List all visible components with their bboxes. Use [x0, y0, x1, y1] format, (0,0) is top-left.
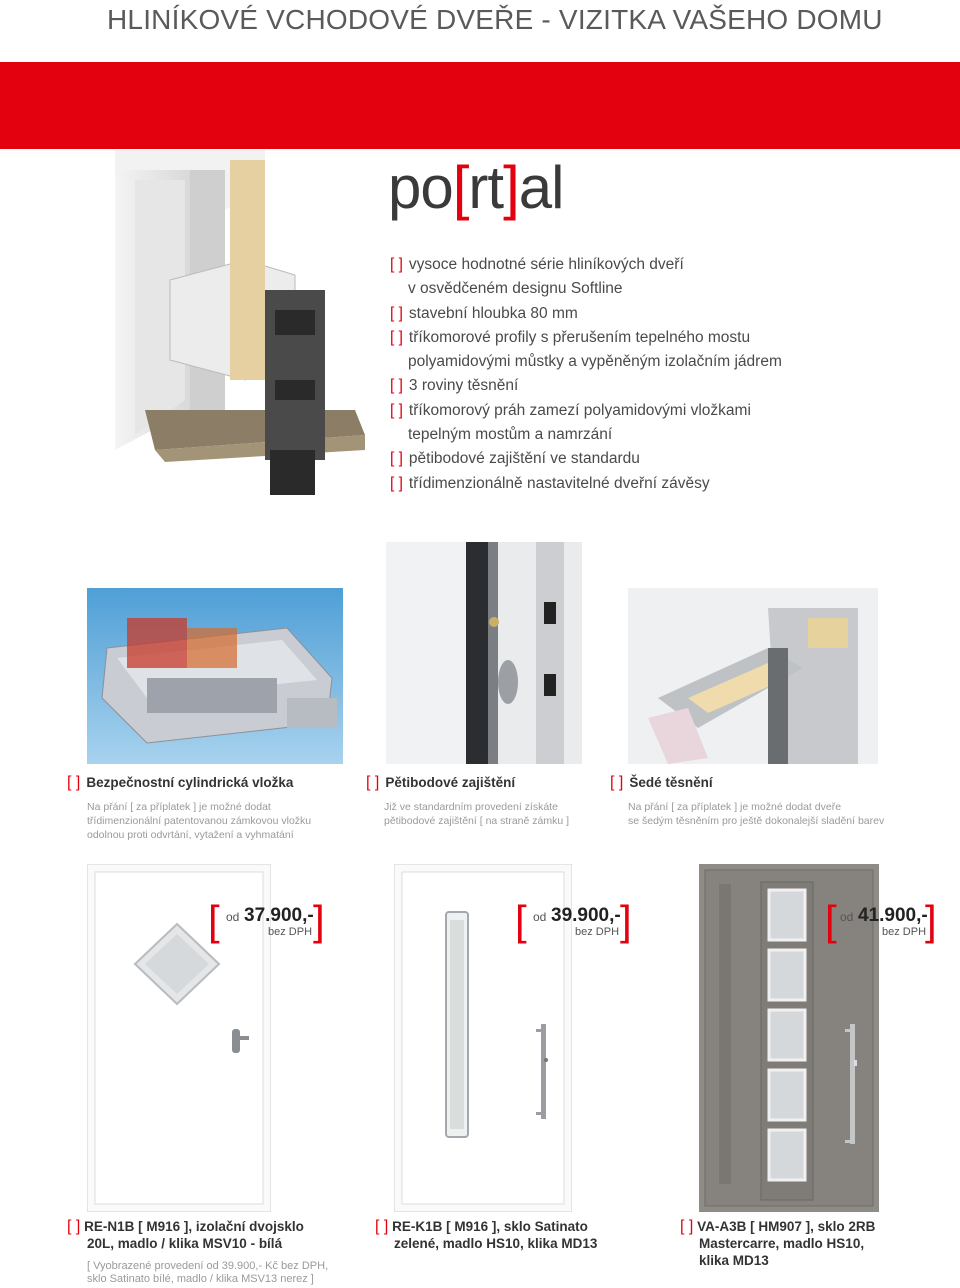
feature-marker: [ ] — [390, 474, 403, 492]
model-caption-3 — [680, 1218, 940, 1269]
cylinder-lock-image — [87, 588, 343, 764]
feature-marker: [ ] — [390, 401, 403, 419]
grey-seal-image — [628, 588, 878, 764]
logo-part2: al — [518, 154, 564, 221]
section-cylinder — [67, 774, 357, 842]
price-amount: 37.900,- — [244, 905, 314, 926]
model-title: [ ] RE-N1B [ M916 ], izolační dvojsklo — [67, 1218, 304, 1235]
price-note: bez DPH — [268, 926, 313, 938]
section-grey-seal — [610, 774, 910, 828]
feature-item: v osvědčeném designu Softline — [408, 280, 623, 298]
profile-cross-section-image — [95, 150, 375, 520]
price-note: bez DPH — [882, 926, 927, 938]
section-text: Na přání [ za příplatek ] je možné dodat dveře se šedým těsněním pro ještě dokonalejší sladění barev — [628, 801, 885, 827]
feature-item: [ ] třídimenzionálně nastavitelné dveřní závěsy — [390, 474, 710, 492]
price-bracket-open: [ — [825, 897, 837, 944]
section-heading: [ ] Šedé těsnění — [610, 774, 713, 791]
feature-item: [ ] tříkomorové profily s přerušením tepelného mostu — [390, 328, 751, 346]
price-bracket-close: ] — [620, 897, 632, 944]
portal-logo — [388, 153, 563, 222]
feature-item: [ ] 3 roviny těsnění — [390, 377, 519, 395]
price-tag-2 — [515, 897, 635, 949]
price-od: od — [226, 910, 240, 924]
logo-bracket-close: ] — [503, 154, 519, 221]
logo-bracket-open: [ — [452, 154, 469, 221]
feature-item: [ ] pětibodové zajištění ve standardu — [390, 450, 640, 468]
model-title-line2: 20L, madlo / klika MSV10 - bílá — [87, 1236, 283, 1251]
feature-item: polyamidovými můstky a vypěněným izolačním jádrem — [408, 353, 782, 371]
five-point-lock-image — [386, 542, 582, 764]
price-od: od — [840, 910, 854, 924]
model-title-line3: klika MD13 — [699, 1253, 769, 1268]
feature-marker: [ ] — [390, 256, 403, 273]
logo-part1: po — [388, 154, 453, 221]
section-heading: [ ] Pětibodové zajištění — [366, 774, 516, 791]
feature-item: tepelným mostům a namrzání — [408, 426, 613, 444]
model-title-line2: Mastercarre, madlo HS10, — [699, 1236, 865, 1251]
model-title: [ ] RE-K1B [ M916 ], sklo Satinato — [375, 1218, 588, 1235]
feature-item: [ ] tříkomorový práh zamezí polyamidovými vložkami — [390, 401, 751, 419]
section-text: Na přání [ za příplatek ] je možné dodat třídimenzionální patentovanou zámkovou vložku odolnou proti odvrtání, vytažení a vyhmatání — [87, 801, 312, 841]
price-bracket-open: [ — [515, 897, 527, 944]
section-text: Již ve standardním provedení získáte pětibodové zajištění [ na straně zámku ] — [384, 801, 570, 827]
logo-middle: rt — [468, 154, 504, 221]
model-note: [ Vyobrazené provedení od 39.900,- Kč bez DPH, sklo Satinato bílé, madlo / klika MSV13 nerez ] — [87, 1260, 329, 1285]
price-amount: 39.900,- — [551, 905, 621, 926]
feature-marker: [ ] — [390, 377, 403, 395]
page-title: HLINÍKOVÉ VCHODOVÉ DVEŘE - VIZITKA VAŠEHO DOMU — [107, 4, 883, 35]
price-bracket-close: ] — [925, 897, 937, 944]
features-list — [390, 253, 910, 496]
feature-marker: [ ] — [390, 304, 403, 322]
feature-marker: [ ] — [390, 328, 403, 346]
price-od: od — [533, 910, 547, 924]
price-bracket-open: [ — [208, 897, 220, 944]
price-bracket-close: ] — [313, 897, 325, 944]
price-tag-3 — [825, 897, 945, 949]
price-note: bez DPH — [575, 926, 620, 938]
price-tag-1 — [208, 897, 328, 949]
feature-marker: [ ] — [390, 450, 403, 468]
price-amount: 41.900,- — [858, 905, 928, 926]
model-title-line2: zelené, madlo HS10, klika MD13 — [394, 1236, 598, 1251]
section-five-point — [366, 774, 606, 828]
section-heading: [ ] Bezpečnostní cylindrická vložka — [67, 774, 294, 791]
feature-item: [ ] vysoce hodnotné série hliníkových dveří — [390, 256, 684, 273]
model-caption-1 — [67, 1218, 367, 1286]
feature-item: [ ] stavební hloubka 80 mm — [390, 304, 578, 322]
model-caption-2 — [375, 1218, 645, 1252]
model-title: [ ] VA-A3B [ HM907 ], sklo 2RB — [680, 1218, 876, 1235]
red-banner — [0, 62, 960, 149]
